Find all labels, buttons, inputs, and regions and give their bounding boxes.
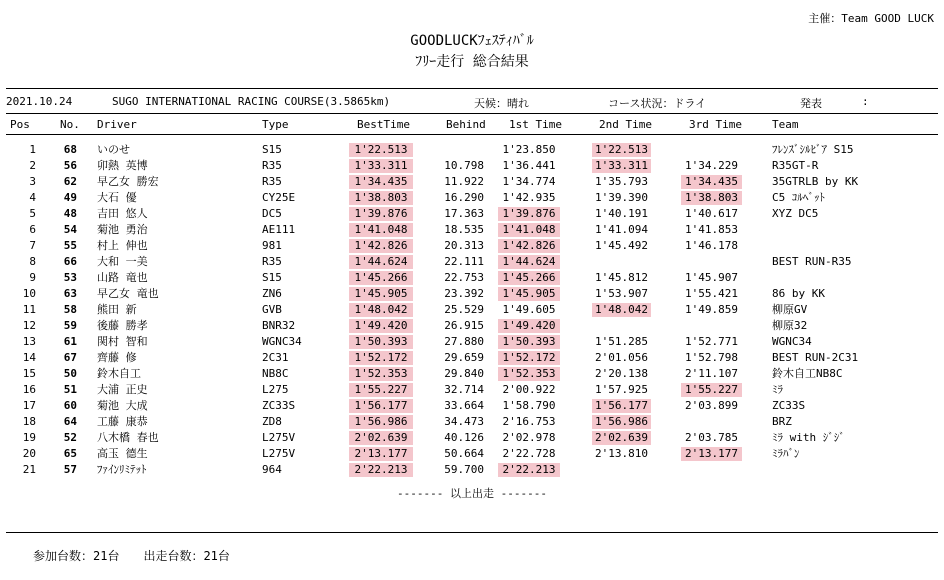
car-number-cell: 63 xyxy=(63,287,77,300)
third-time-cell xyxy=(681,255,742,269)
car-number-cell: 67 xyxy=(63,351,77,364)
pos-cell: 7 xyxy=(29,239,36,252)
info-line xyxy=(0,95,944,109)
best-time-cell: 1'38.803 xyxy=(349,191,413,205)
best-time-cell: 1'55.227 xyxy=(349,383,413,397)
driver-cell: 卯熱 英博 xyxy=(97,159,148,172)
second-time-cell: 2'20.138 xyxy=(595,367,648,380)
first-time-cell: 1'49.605 xyxy=(502,303,556,316)
team-cell: 柳原32 xyxy=(772,319,808,332)
behind-cell: 27.880 xyxy=(444,335,484,348)
second-time-cell: 1'48.042 xyxy=(592,303,651,317)
header-driver: Driver xyxy=(97,118,137,131)
team-cell: 柳原GV xyxy=(772,303,808,316)
divider-top xyxy=(6,88,938,89)
car-number-cell: 65 xyxy=(63,447,77,460)
behind-cell: 34.473 xyxy=(444,415,484,428)
driver-cell: ﾌｧｲﾝﾘﾐﾃｯﾄ xyxy=(97,463,147,476)
driver-cell: 八木橋 春也 xyxy=(97,431,159,444)
third-time-cell: 1'49.859 xyxy=(685,303,738,316)
first-time-cell: 1'50.393 xyxy=(498,335,560,349)
pos-cell: 18 xyxy=(22,415,36,428)
best-time-cell: 1'22.513 xyxy=(349,143,413,157)
best-time-cell: 1'39.876 xyxy=(349,207,413,221)
driver-cell: 菊池 勇治 xyxy=(97,223,148,236)
second-time-cell: 1'57.925 xyxy=(595,383,648,396)
team-cell: ﾐﾗ with ｼﾞｼﾞ xyxy=(772,431,845,444)
course-name: SUGO INTERNATIONAL RACING COURSE(3.5865km) xyxy=(112,95,391,108)
best-time-cell: 1'52.353 xyxy=(349,367,413,381)
driver-cell: 齊藤 修 xyxy=(97,351,137,364)
header-behind: Behind xyxy=(446,118,486,131)
team-cell: 鈴木自工NB8C xyxy=(772,367,843,380)
car-type-cell: AE111 xyxy=(262,223,296,236)
pos-cell: 3 xyxy=(29,175,36,188)
table-row xyxy=(0,350,944,366)
team-cell: BRZ xyxy=(772,415,792,428)
pos-cell: 11 xyxy=(22,303,36,316)
first-time-cell: 2'16.753 xyxy=(502,415,556,428)
car-number-cell: 53 xyxy=(63,271,77,284)
announce-label: 発表 xyxy=(800,97,822,110)
header-t3: 3rd Time xyxy=(689,118,742,131)
pos-cell: 20 xyxy=(22,447,36,460)
driver-cell: 鈴木自工 xyxy=(97,367,141,380)
car-number-cell: 60 xyxy=(63,399,77,412)
behind-cell: 32.714 xyxy=(444,383,484,396)
team-cell: WGNC34 xyxy=(772,335,812,348)
car-number-cell: 50 xyxy=(63,367,77,380)
best-time-cell: 2'22.213 xyxy=(349,463,413,477)
table-header xyxy=(0,118,944,132)
second-time-cell: 1'40.191 xyxy=(595,207,648,220)
best-time-cell: 1'56.177 xyxy=(349,399,413,413)
car-number-cell: 57 xyxy=(63,463,77,476)
car-number-cell: 64 xyxy=(63,415,77,428)
third-time-cell: 1'40.617 xyxy=(685,207,738,220)
best-time-cell: 2'13.177 xyxy=(349,447,413,461)
second-time-cell: 1'53.907 xyxy=(595,287,648,300)
driver-cell: 大浦 正史 xyxy=(97,383,148,396)
first-time-cell: 1'58.790 xyxy=(502,399,556,412)
car-type-cell: L275V xyxy=(262,431,296,444)
divider-footer xyxy=(6,532,938,533)
car-type-cell: BNR32 xyxy=(262,319,296,332)
behind-cell: 22.111 xyxy=(444,255,484,268)
car-type-cell: R35 xyxy=(262,175,282,188)
header-no: No. xyxy=(60,118,80,131)
team-cell: ﾐﾗﾊﾞﾝ xyxy=(772,447,800,460)
table-row xyxy=(0,414,944,430)
pos-cell: 10 xyxy=(22,287,36,300)
behind-cell: 50.664 xyxy=(444,447,484,460)
car-type-cell: R35 xyxy=(262,255,282,268)
first-time-cell: 1'36.441 xyxy=(502,159,556,172)
team-cell: ﾐﾗ xyxy=(772,383,783,396)
behind-cell: 29.659 xyxy=(444,351,484,364)
driver-cell: 早乙女 竜也 xyxy=(97,287,159,300)
table-row xyxy=(0,206,944,222)
header-pos: Pos xyxy=(10,118,30,131)
best-time-cell: 1'33.311 xyxy=(349,159,413,173)
pos-cell: 13 xyxy=(22,335,36,348)
pos-cell: 21 xyxy=(22,463,36,476)
car-type-cell: NB8C xyxy=(262,367,289,380)
second-time-cell xyxy=(592,319,651,333)
car-number-cell: 59 xyxy=(63,319,77,332)
second-time-cell: 1'56.177 xyxy=(592,399,651,413)
behind-cell: 29.840 xyxy=(444,367,484,380)
car-type-cell: 2C31 xyxy=(262,351,289,364)
table-row xyxy=(0,238,944,254)
header-team: Team xyxy=(772,118,799,131)
car-type-cell: GVB xyxy=(262,303,282,316)
weather: 天候：晴れ xyxy=(474,97,529,110)
first-time-cell: 1'39.876 xyxy=(498,207,560,221)
best-time-cell: 1'42.826 xyxy=(349,239,413,253)
first-time-cell: 1'52.172 xyxy=(498,351,560,365)
first-time-cell: 2'02.978 xyxy=(502,431,556,444)
best-time-cell: 1'45.266 xyxy=(349,271,413,285)
driver-cell: 早乙女 勝宏 xyxy=(97,175,159,188)
first-time-cell: 2'22.213 xyxy=(498,463,560,477)
best-time-cell: 1'56.986 xyxy=(349,415,413,429)
behind-cell: 16.290 xyxy=(444,191,484,204)
third-time-cell: 2'03.899 xyxy=(685,399,738,412)
pos-cell: 14 xyxy=(22,351,36,364)
car-type-cell: L275 xyxy=(262,383,289,396)
best-time-cell: 1'44.624 xyxy=(349,255,413,269)
first-time-cell: 1'49.420 xyxy=(498,319,560,333)
entry-count: 参加台数：21台 出走台数：21台 xyxy=(33,549,230,563)
best-time-cell: 1'50.393 xyxy=(349,335,413,349)
pos-cell: 9 xyxy=(29,271,36,284)
table-row xyxy=(0,302,944,318)
pos-cell: 8 xyxy=(29,255,36,268)
organizer-label: 主催：Team GOOD LUCK xyxy=(808,12,934,25)
car-type-cell: DC5 xyxy=(262,207,282,220)
team-cell: BEST RUN-2C31 xyxy=(772,351,859,364)
car-number-cell: 58 xyxy=(63,303,77,316)
third-time-cell xyxy=(681,143,742,157)
car-number-cell: 54 xyxy=(63,223,77,236)
table-row xyxy=(0,222,944,238)
table-row xyxy=(0,366,944,382)
second-time-cell: 2'02.639 xyxy=(592,431,651,445)
second-time-cell: 1'22.513 xyxy=(592,143,651,157)
pos-cell: 16 xyxy=(22,383,36,396)
car-type-cell: CY25E xyxy=(262,191,296,204)
third-time-cell: 1'34.435 xyxy=(681,175,742,189)
table-row xyxy=(0,382,944,398)
pos-cell: 15 xyxy=(22,367,36,380)
car-number-cell: 56 xyxy=(63,159,77,172)
third-time-cell: 1'46.178 xyxy=(685,239,738,252)
third-time-cell xyxy=(681,415,742,429)
team-cell: XYZ DC5 xyxy=(772,207,819,220)
table-row xyxy=(0,398,944,414)
car-type-cell: ZC33S xyxy=(262,399,296,412)
car-type-cell: 964 xyxy=(262,463,282,476)
header-best: BestTime xyxy=(357,118,410,131)
first-time-cell: 1'45.905 xyxy=(498,287,560,301)
car-type-cell: S15 xyxy=(262,143,282,156)
best-time-cell: 2'02.639 xyxy=(349,431,413,445)
table-row xyxy=(0,270,944,286)
car-number-cell: 66 xyxy=(63,255,77,268)
car-number-cell: 62 xyxy=(63,175,77,188)
third-time-cell: 1'38.803 xyxy=(681,191,742,205)
driver-cell: 工藤 康恭 xyxy=(97,415,148,428)
table-row xyxy=(0,430,944,446)
second-time-cell: 1'41.094 xyxy=(595,223,648,236)
team-cell: BEST RUN-R35 xyxy=(772,255,852,268)
table-row xyxy=(0,446,944,462)
car-type-cell: 981 xyxy=(262,239,282,252)
car-type-cell: R35 xyxy=(262,159,282,172)
session-title: ﾌﾘｰ走行 総合結果 xyxy=(415,54,529,70)
car-number-cell: 68 xyxy=(63,143,77,156)
event-date: 2021.10.24 xyxy=(6,95,73,108)
table-row xyxy=(0,174,944,190)
third-time-cell: 1'52.771 xyxy=(685,335,738,348)
pos-cell: 2 xyxy=(29,159,36,172)
second-time-cell xyxy=(592,463,651,477)
third-time-cell: 2'13.177 xyxy=(681,447,742,461)
driver-cell: 関村 智和 xyxy=(97,335,148,348)
third-time-cell: 2'11.107 xyxy=(685,367,738,380)
track-condition: コース状況：ドライ xyxy=(608,97,707,110)
car-number-cell: 61 xyxy=(63,335,77,348)
best-time-cell: 1'45.905 xyxy=(349,287,413,301)
car-type-cell: S15 xyxy=(262,271,282,284)
car-number-cell: 48 xyxy=(63,207,77,220)
pos-cell: 1 xyxy=(29,143,36,156)
best-time-cell: 1'34.435 xyxy=(349,175,413,189)
table-row xyxy=(0,158,944,174)
third-time-cell: 1'34.229 xyxy=(685,159,738,172)
table-row xyxy=(0,286,944,302)
table-row xyxy=(0,334,944,350)
driver-cell: 高玉 德生 xyxy=(97,447,148,460)
driver-cell: 後藤 勝孝 xyxy=(97,319,148,332)
pos-cell: 4 xyxy=(29,191,36,204)
second-time-cell: 1'33.311 xyxy=(592,159,651,173)
second-time-cell: 1'39.390 xyxy=(595,191,648,204)
behind-cell: 11.922 xyxy=(444,175,484,188)
behind-cell xyxy=(440,143,484,157)
first-time-cell: 1'42.826 xyxy=(498,239,560,253)
pos-cell: 19 xyxy=(22,431,36,444)
end-note: ------- 以上出走 ------- xyxy=(397,487,547,500)
behind-cell: 20.313 xyxy=(444,239,484,252)
driver-cell: 村上 伸也 xyxy=(97,239,148,252)
behind-cell: 26.915 xyxy=(444,319,484,332)
behind-cell: 17.363 xyxy=(444,207,484,220)
second-time-cell: 2'13.810 xyxy=(595,447,648,460)
car-type-cell: WGNC34 xyxy=(262,335,302,348)
table-row xyxy=(0,462,944,478)
driver-cell: 菊池 大成 xyxy=(97,399,148,412)
second-time-cell: 1'56.986 xyxy=(592,415,651,429)
driver-cell: 熊田 新 xyxy=(97,303,137,316)
best-time-cell: 1'48.042 xyxy=(349,303,413,317)
car-number-cell: 49 xyxy=(63,191,77,204)
car-number-cell: 51 xyxy=(63,383,77,396)
behind-cell: 59.700 xyxy=(444,463,484,476)
header-t2: 2nd Time xyxy=(599,118,652,131)
third-time-cell xyxy=(681,319,742,333)
table-row xyxy=(0,142,944,158)
behind-cell: 25.529 xyxy=(444,303,484,316)
car-type-cell: L275V xyxy=(262,447,296,460)
second-time-cell: 1'35.793 xyxy=(595,175,648,188)
results-table xyxy=(0,142,944,478)
third-time-cell: 1'55.421 xyxy=(685,287,738,300)
event-title: GOODLUCKﾌｪｽﾃｨﾊﾞﾙ xyxy=(410,33,534,49)
driver-cell: 吉田 悠人 xyxy=(97,207,148,220)
behind-cell: 18.535 xyxy=(444,223,484,236)
first-time-cell: 2'22.728 xyxy=(502,447,556,460)
table-row xyxy=(0,318,944,334)
first-time-cell: 1'23.850 xyxy=(502,143,556,156)
best-time-cell: 1'49.420 xyxy=(349,319,413,333)
second-time-cell: 2'01.056 xyxy=(595,351,648,364)
table-row xyxy=(0,190,944,206)
car-number-cell: 52 xyxy=(63,431,77,444)
pos-cell: 5 xyxy=(29,207,36,220)
team-cell: 86 by KK xyxy=(772,287,825,300)
team-cell: ﾌﾚﾝｽﾞｼﾙﾋﾞｱ S15 xyxy=(772,143,854,156)
driver-cell: 山路 竜也 xyxy=(97,271,148,284)
third-time-cell: 1'55.227 xyxy=(681,383,742,397)
third-time-cell: 1'41.853 xyxy=(685,223,738,236)
best-time-cell: 1'52.172 xyxy=(349,351,413,365)
first-time-cell: 1'44.624 xyxy=(498,255,560,269)
driver-cell: いのせ xyxy=(97,143,130,156)
car-type-cell: ZD8 xyxy=(262,415,282,428)
behind-cell: 33.664 xyxy=(444,399,484,412)
third-time-cell: 1'45.907 xyxy=(685,271,738,284)
behind-cell: 40.126 xyxy=(444,431,484,444)
team-cell: 35GTRLB by KK xyxy=(772,175,859,188)
first-time-cell: 1'45.266 xyxy=(498,271,560,285)
third-time-cell: 1'52.798 xyxy=(685,351,738,364)
third-time-cell xyxy=(681,463,742,477)
first-time-cell: 2'00.922 xyxy=(502,383,556,396)
behind-cell: 23.392 xyxy=(444,287,484,300)
first-time-cell: 1'41.048 xyxy=(498,223,560,237)
second-time-cell: 1'45.812 xyxy=(595,271,648,284)
pos-cell: 17 xyxy=(22,399,36,412)
car-number-cell: 55 xyxy=(63,239,77,252)
first-time-cell: 1'34.774 xyxy=(502,175,556,188)
third-time-cell: 2'03.785 xyxy=(685,431,738,444)
driver-cell: 大和 一美 xyxy=(97,255,148,268)
second-time-cell xyxy=(592,255,651,269)
team-cell: ZC33S xyxy=(772,399,806,412)
pos-cell: 6 xyxy=(29,223,36,236)
divider-info xyxy=(6,113,938,114)
header-type: Type xyxy=(262,118,289,131)
team-cell: R35GT-R xyxy=(772,159,819,172)
second-time-cell: 1'51.285 xyxy=(595,335,648,348)
car-type-cell: ZN6 xyxy=(262,287,282,300)
pos-cell: 12 xyxy=(22,319,36,332)
behind-cell: 10.798 xyxy=(444,159,484,172)
team-cell: C5 ｺﾙﾍﾞｯﾄ xyxy=(772,191,825,204)
divider-header xyxy=(6,134,938,135)
best-time-cell: 1'41.048 xyxy=(349,223,413,237)
behind-cell: 22.753 xyxy=(444,271,484,284)
announce-colon: : xyxy=(862,95,869,108)
second-time-cell: 1'45.492 xyxy=(595,239,648,252)
first-time-cell: 1'42.935 xyxy=(502,191,556,204)
first-time-cell: 1'52.353 xyxy=(498,367,560,381)
driver-cell: 大石 優 xyxy=(97,191,137,204)
table-row xyxy=(0,254,944,270)
header-t1: 1st Time xyxy=(509,118,562,131)
